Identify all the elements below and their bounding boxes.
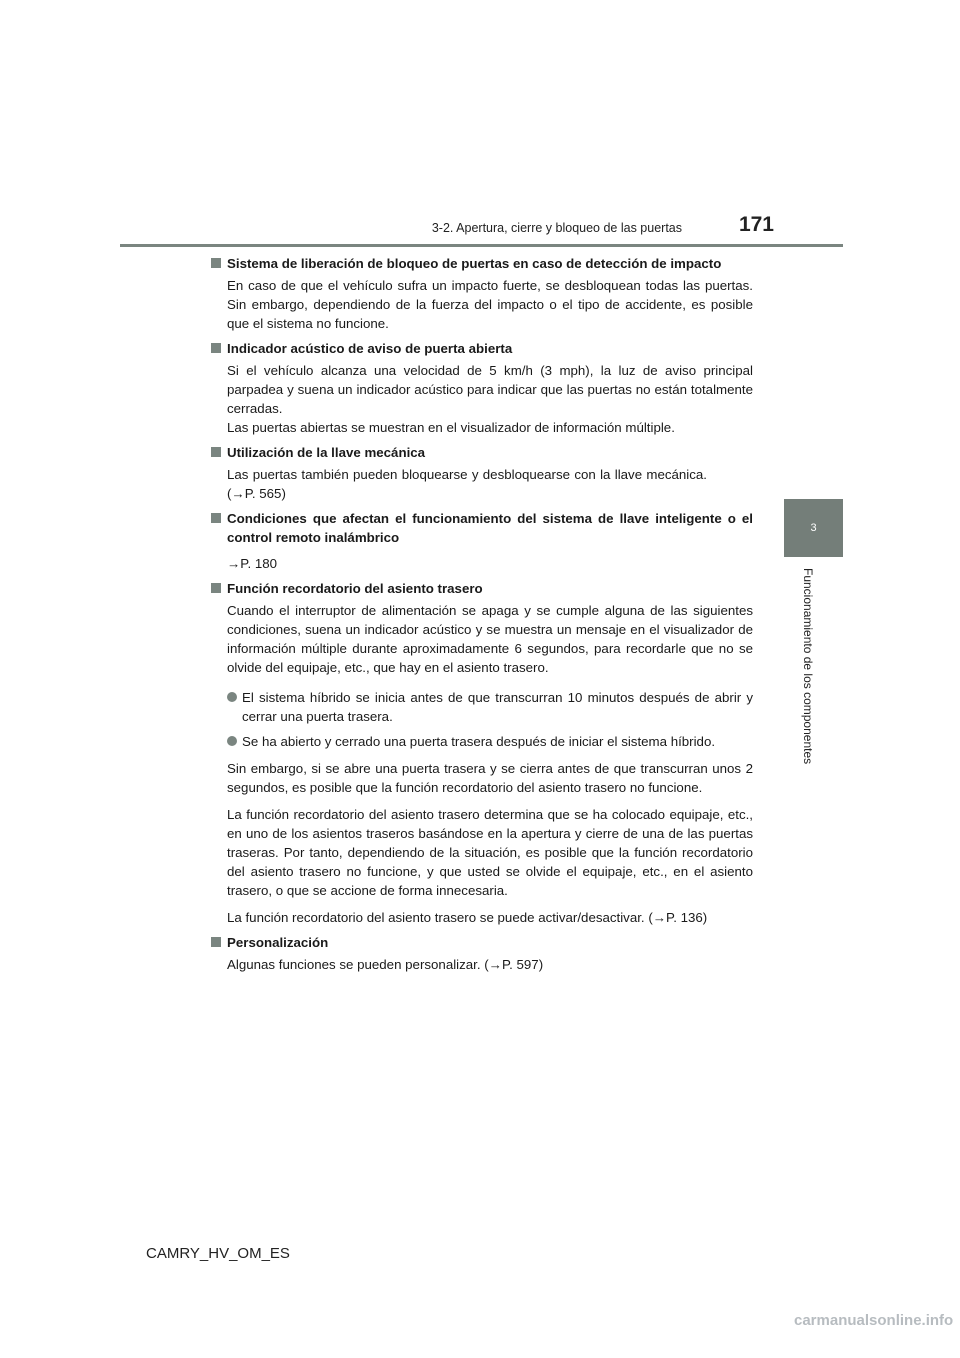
square-bullet-icon: [211, 258, 221, 268]
section-heading: [211, 443, 753, 462]
section-body: Cuando el interruptor de alimentación se apaga y se cumple alguna de las siguientes condiciones, suena un indicador acústico y se muestra un mensaje en el visualizador de información múltiple durante aproximadamente 6 segundos, para recordarle que no se olvide del equipaje, etc., que hay en el asiento trasero.: [227, 603, 753, 675]
square-bullet-icon: [211, 583, 221, 593]
section-body: Si el vehículo alcanza una velocidad de 5 km/h (3 mph), la luz de aviso principal parpadea y suena un indicador acústico para indicar que las puertas no están totalmente cerradas.: [227, 363, 753, 416]
header-section-title: 3-2. Apertura, cierre y bloqueo de las puertas: [431, 221, 682, 235]
list-item: [242, 732, 753, 751]
section-title: Utilización de la llave mecánica: [227, 445, 426, 460]
square-bullet-icon: [211, 447, 221, 457]
chapter-number: 3: [810, 522, 817, 534]
section-door-open-buzzer: [211, 339, 753, 437]
page-number: 171: [738, 213, 774, 236]
section-heading: [211, 509, 753, 547]
section-body: Algunas funciones se pueden personalizar. (→P. 597): [227, 957, 544, 972]
section-body: En caso de que el vehículo sufra un impacto fuerte, se desbloquean todas las puertas. Sin embargo, dependiendo de la fuerza del impacto o el tipo de accidente, es posible que el sistema no funcione.: [227, 278, 753, 331]
section-heading: [211, 254, 753, 273]
section-title: Personalización: [227, 935, 329, 950]
circle-bullet-icon: [227, 692, 237, 702]
section-heading: [211, 579, 753, 598]
section-body: Las puertas también pueden bloquearse y desbloquearse con la llave mecánica. (→P. 565): [227, 467, 707, 501]
section-rear-seat-reminder: [211, 579, 753, 927]
section-customization: [211, 933, 753, 974]
square-bullet-icon: [211, 937, 221, 947]
page-reference: →P. 180: [227, 556, 278, 571]
section-body: Las puertas abiertas se muestran en el visualizador de información múltiple.: [227, 420, 675, 435]
section-heading: [211, 339, 753, 358]
square-bullet-icon: [211, 513, 221, 523]
chapter-label-wrap: [801, 568, 819, 780]
header-divider: [120, 244, 843, 247]
section-heading: [211, 933, 753, 952]
section-body: La función recordatorio del asiento trasero determina que se ha colocado equipaje, etc., en uno de los asientos traseros basándose en la apertura y cierre de una de las puertas traseras. Por tanto, dependiendo de la situación, es posible que la función recordatorio del asiento trasero no funcione, y que usted se olvide el equipaje, etc., en el asiento trasero, o que se accione de forma innecesaria.: [227, 807, 753, 898]
chapter-label: Funcionamiento de los componentes: [801, 568, 815, 765]
main-content: [211, 254, 753, 974]
document-id: CAMRY_HV_OM_ES: [146, 1245, 290, 1262]
list-item-text: Se ha abierto y cerrado una puerta trasera después de iniciar el sistema híbrido.: [242, 734, 716, 749]
section-impact-unlock: [211, 254, 753, 333]
watermark: carmanualsonline.info: [794, 1312, 954, 1329]
section-mechanical-key: [211, 443, 753, 503]
chapter-tab: [784, 499, 843, 557]
circle-bullet-icon: [227, 736, 237, 746]
section-title: Función recordatorio del asiento trasero: [227, 581, 483, 596]
section-title: Condiciones que afectan el funcionamiento del sistema de llave inteligente o el control remoto inalámbrico: [227, 511, 753, 545]
section-title: Indicador acústico de aviso de puerta abierta: [227, 341, 513, 356]
list-item-text: El sistema híbrido se inicia antes de que transcurran 10 minutos después de abrir y cerrar una puerta trasera.: [242, 690, 753, 724]
section-body: Sin embargo, si se abre una puerta trasera y se cierra antes de que transcurran unos 2 segundos, es posible que la función recordatorio del asiento trasero no funcione.: [227, 761, 753, 795]
section-body: La función recordatorio del asiento trasero se puede activar/desactivar. (→P. 136): [227, 910, 708, 925]
section-smart-key-conditions: [211, 509, 753, 573]
section-title: Sistema de liberación de bloqueo de puertas en caso de detección de impacto: [227, 256, 722, 271]
list-item: [242, 688, 753, 726]
square-bullet-icon: [211, 343, 221, 353]
